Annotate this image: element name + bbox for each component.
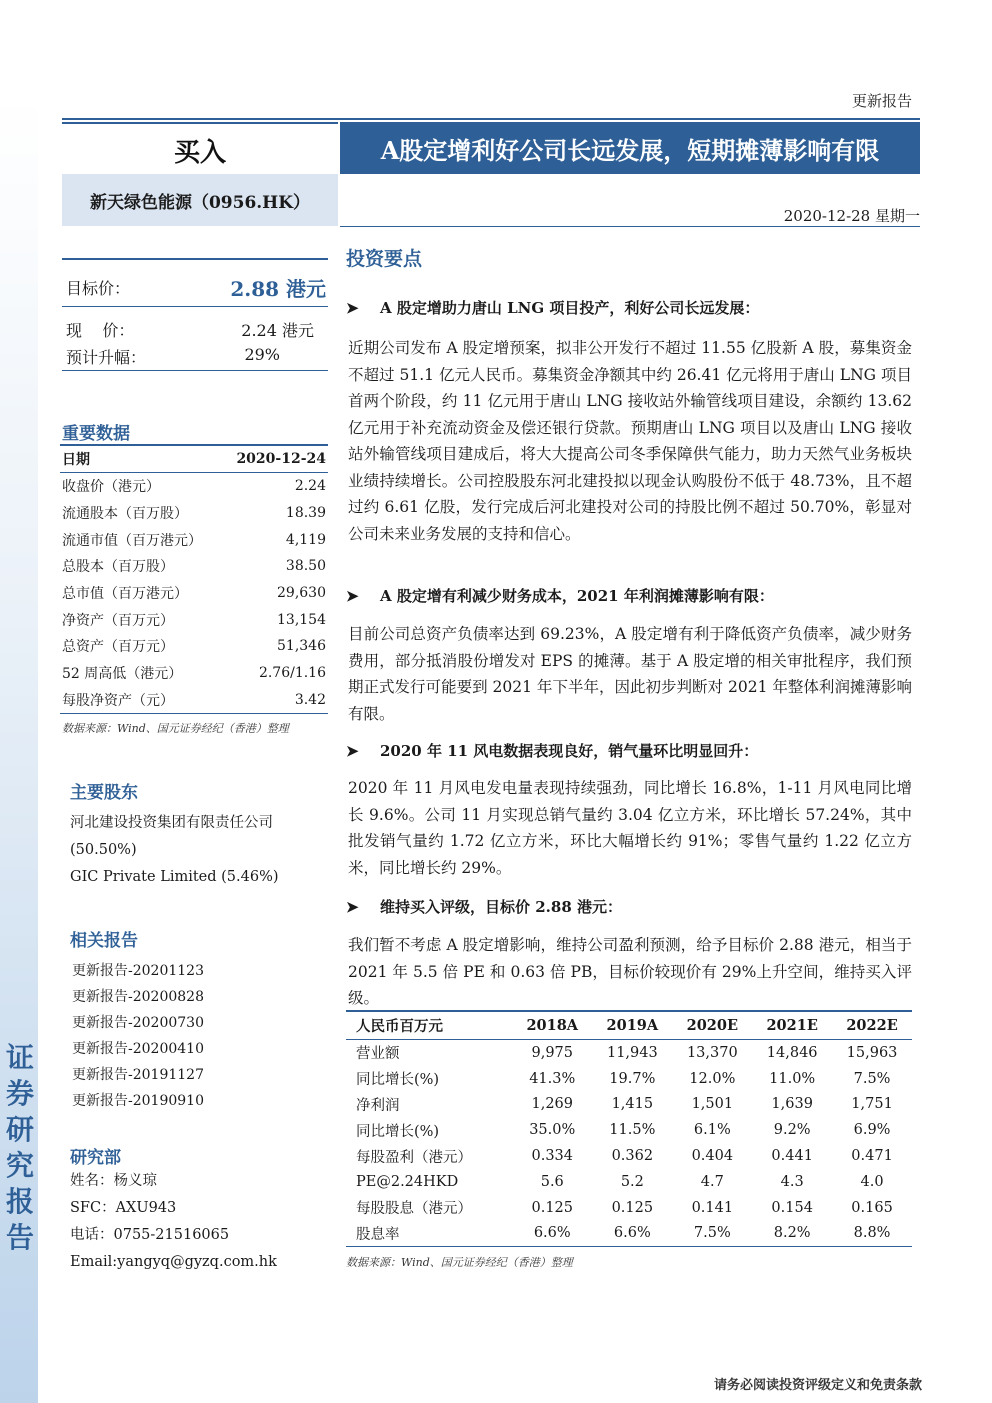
row-label: 净资产（百万元） — [62, 612, 174, 629]
shareholder-item: GIC Private Limited (5.46%) — [70, 869, 279, 885]
arrow-icon: ➤ — [346, 742, 359, 760]
table-row — [346, 1143, 912, 1169]
cell: 0.404 — [691, 1148, 734, 1165]
cell: 6.9% — [853, 1122, 891, 1139]
row-label: 总资产（百万元） — [62, 639, 174, 656]
table-row — [346, 1221, 912, 1247]
cell: 41.3% — [529, 1070, 576, 1087]
target-price-row — [66, 276, 326, 299]
row-label: 每股净资产（元） — [60, 687, 222, 714]
forecast-table-wrap — [346, 1010, 912, 1247]
upside-label: 预计升幅： — [66, 348, 147, 367]
report-type: 更新报告 — [851, 92, 912, 110]
cell: 13,370 — [686, 1044, 738, 1061]
key-data-table — [60, 444, 328, 714]
research-contact — [70, 1168, 277, 1276]
key-data-table-wrap — [60, 444, 328, 714]
price-bottom-rule — [62, 370, 328, 371]
current-price-label: 现 价： — [66, 321, 135, 340]
table-row — [346, 1092, 912, 1118]
related-report-link[interactable]: 更新报告-20190910 — [72, 1093, 204, 1109]
table-row — [60, 687, 328, 714]
row-label: 52 周高低（港元） — [62, 666, 183, 683]
row-label: PE@2.24HKD — [356, 1173, 459, 1190]
cell: 5.2 — [620, 1173, 644, 1190]
row-value: 51,346 — [277, 638, 326, 655]
row-value: 4,119 — [285, 531, 326, 548]
bullet-1 — [346, 297, 759, 318]
row-label: 总市值（百万港元） — [62, 586, 188, 603]
bullet-text: 维持买入评级，目标价 2.88 港元： — [380, 898, 622, 916]
related-report-link[interactable]: 更新报告-20201123 — [72, 963, 204, 979]
upside-value: 29% — [244, 345, 280, 364]
row-label: 股息率 — [346, 1221, 512, 1247]
paragraph-1: 近期公司发布 A 股定增预案，拟非公开发行不超过 11.55 亿股新 A 股，募集资金不超过 51.1 亿元人民币。募集资金净额其中约 26.41 亿元将用于唐山 LNG 项目首两个阶段，约 11 亿元用于唐山 LNG 接收站外输管线项目建设，余额约 13.62 亿元用于补充流动资金及偿还银行贷款。预期唐山 LNG 项目以及唐山 LNG 接收站外输管线项目建成后，将大大提高公司冬季保障供气能力，助力天然气业务板块业绩持续增长。公司控股股东河北建投拟以现金认购股份不低于 48.73%，且不超过约 6.61 亿股，发行完成后河北建投对公司的持股比例不超过 50.70%，彰显对公司未来业务发展的支持和信心。 — [348, 339, 912, 543]
paragraph-4: 我们暂不考虑 A 股定增影响，维持公司盈利预测，给予目标价 2.88 港元，相当于 2021 年 5.5 倍 PE 和 0.63 倍 PB，目标价较现价有 29%上升空间，维持买入评级。 — [348, 936, 912, 1007]
cell: 0.141 — [691, 1199, 734, 1216]
related-report-link[interactable]: 更新报告-20200828 — [72, 989, 204, 1005]
rating-box: 买入 — [62, 122, 338, 176]
table-row — [60, 633, 328, 660]
cell: 0.471 — [851, 1148, 893, 1165]
target-price-value: 2.88 港元 — [230, 277, 326, 301]
header-cell: 2022E — [832, 1011, 912, 1040]
company-name: 新天绿色能源（0956.HK） — [62, 174, 338, 226]
cell: 8.8% — [832, 1221, 912, 1247]
row-label: 净利润 — [356, 1097, 400, 1114]
row-label: 同比增长(%) — [356, 1072, 440, 1089]
cell: 14,846 — [766, 1044, 818, 1061]
header-cell: 人民币百万元 — [346, 1011, 512, 1040]
header-cell: 2021E — [752, 1011, 832, 1040]
table-row — [346, 1169, 912, 1195]
current-price-value: 2.24 港元 — [241, 321, 314, 340]
cell: 7.5% — [672, 1221, 752, 1247]
bullet-text: A 股定增有利减少财务成本，2021 年利润摊薄影响有限： — [380, 587, 774, 605]
arrow-icon: ➤ — [346, 898, 359, 916]
date-rule — [340, 226, 920, 227]
cell: 7.5% — [853, 1070, 891, 1087]
forecast-table — [346, 1010, 912, 1247]
cell: 6.1% — [693, 1122, 731, 1139]
related-reports-list — [72, 958, 204, 1114]
cell: 9.2% — [773, 1122, 811, 1139]
table-row — [60, 580, 328, 607]
table-row — [346, 1066, 912, 1092]
header-cell: 2019A — [592, 1011, 672, 1040]
row-label: 总股本（百万股） — [62, 559, 174, 576]
related-reports-title: 相关报告 — [70, 931, 138, 951]
key-data-title: 重要数据 — [62, 424, 130, 444]
paragraph-2: 目前公司总资产负债率达到 69.23%，A 股定增有利于降低资产负债率，减少财务费用，部分抵消股份增发对 EPS 的摊薄。基于 A 股定增的相关审批程序，我们预期正式发行可能要到 2021 年下半年，因此初步判断对 2021 年整体利润摊薄影响有限。 — [348, 625, 912, 723]
row-value: 3.42 — [222, 687, 328, 714]
row-label: 收盘价（港元） — [62, 479, 160, 496]
cell: 1,501 — [691, 1096, 734, 1113]
current-price-row — [66, 318, 326, 341]
row-label: 流通市值（百万港元） — [62, 532, 202, 549]
header-cell: 2018A — [512, 1011, 592, 1040]
analyst-email[interactable]: Email:yangyq@gyzq.com.hk — [70, 1254, 277, 1270]
row-value: 13,154 — [277, 611, 326, 628]
cell: 11.0% — [769, 1070, 816, 1087]
cell: 35.0% — [529, 1122, 576, 1139]
table-row — [60, 553, 328, 580]
header-cell: 2020E — [672, 1011, 752, 1040]
cell: 0.125 — [531, 1199, 573, 1216]
cell: 12.0% — [689, 1070, 736, 1087]
shareholder-item: 河北建设投资集团有限责任公司(50.50%) — [70, 815, 273, 858]
side-vertical-label: 证 券 研 究 报 告 — [5, 1041, 34, 1254]
shareholders-list — [70, 810, 338, 891]
forecast-header — [346, 1011, 912, 1040]
cell: 0.154 — [771, 1199, 813, 1216]
bullet-3 — [346, 740, 758, 761]
row-label: 每股盈利（港元） — [356, 1149, 472, 1166]
row-value: 38.50 — [285, 558, 326, 575]
table-row — [60, 473, 328, 500]
key-data-header-date: 2020-12-24 — [222, 445, 328, 473]
cell: 19.7% — [609, 1070, 656, 1087]
analyst-name: 姓名：杨义琼 — [70, 1173, 157, 1189]
cell: 8.2% — [752, 1221, 832, 1247]
left-top-rule — [62, 258, 328, 260]
cell: 0.362 — [611, 1148, 654, 1165]
cell: 9,975 — [531, 1044, 573, 1061]
cell: 15,963 — [846, 1044, 898, 1061]
top-rule — [62, 118, 920, 120]
cell: 0.165 — [851, 1199, 893, 1216]
table-row — [60, 500, 328, 527]
cell: 1,269 — [531, 1096, 573, 1113]
related-report-link[interactable]: 更新报告-20191127 — [72, 1067, 204, 1083]
row-label: 营业额 — [356, 1046, 400, 1063]
row-label: 每股股息（港元） — [356, 1201, 472, 1218]
table-row — [60, 526, 328, 553]
bullet-4 — [346, 896, 622, 917]
row-value: 2.76/1.16 — [258, 665, 326, 682]
row-value: 29,630 — [277, 585, 326, 602]
analyst-sfc: SFC：AXU943 — [70, 1200, 177, 1216]
row-value: 2.24 — [294, 478, 326, 495]
footer-disclaimer[interactable]: 请务必阅读投资评级定义和免责条款 — [713, 1378, 922, 1393]
cell: 1,751 — [851, 1096, 893, 1113]
report-date: 2020-12-28 星期一 — [783, 207, 920, 225]
cell: 4.7 — [700, 1173, 724, 1190]
table-row — [60, 660, 328, 687]
row-label: 同比增长(%) — [356, 1123, 440, 1140]
cell: 11.5% — [609, 1122, 656, 1139]
target-price-label: 目标价： — [66, 279, 131, 298]
cell: 6.6% — [592, 1221, 672, 1247]
investment-highlights-title: 投资要点 — [346, 248, 423, 270]
key-data-source: 数据来源：Wind、国元证券经纪（香港）整理 — [62, 722, 289, 735]
report-title: A股定增利好公司长远发展，短期摊薄影响有限 — [340, 122, 920, 174]
key-data-header — [60, 445, 328, 473]
cell: 5.6 — [540, 1173, 564, 1190]
table-row — [346, 1117, 912, 1143]
paragraph-3: 2020 年 11 月风电发电量表现持续强劲，同比增长 16.8%，1-11 月风电同比增长 9.6%。公司 11 月实现总销气量约 3.04 亿立方米，环比增长 57.24%，其中批发销气量约 1.72 亿立方米，环比大幅增长约 91%；零售气量约 1.22 亿立方米，同比增长约 29%。 — [348, 779, 912, 877]
cell: 1,639 — [771, 1096, 813, 1113]
cell: 1,415 — [611, 1096, 654, 1113]
bullet-2 — [346, 585, 774, 606]
cell: 0.441 — [771, 1148, 813, 1165]
arrow-icon: ➤ — [346, 587, 359, 605]
forecast-source: 数据来源：Wind、国元证券经纪（香港）整理 — [346, 1256, 573, 1269]
bullet-text: 2020 年 11 风电数据表现良好，销气量环比明显回升： — [380, 742, 759, 760]
related-report-link[interactable]: 更新报告-20200410 — [72, 1041, 204, 1057]
price-divider — [62, 306, 328, 307]
upside-row — [66, 345, 326, 368]
cell: 11,943 — [606, 1044, 658, 1061]
row-value: 18.39 — [285, 505, 326, 522]
key-data-header-label: 日期 — [60, 445, 222, 473]
cell: 0.125 — [611, 1199, 654, 1216]
shareholders-title: 主要股东 — [70, 783, 138, 803]
cell: 0.334 — [531, 1148, 573, 1165]
table-row — [60, 606, 328, 633]
cell: 6.6% — [512, 1221, 592, 1247]
cell: 4.0 — [860, 1173, 884, 1190]
related-report-link[interactable]: 更新报告-20200730 — [72, 1015, 204, 1031]
bullet-text: A 股定增助力唐山 LNG 项目投产，利好公司长远发展： — [380, 299, 760, 317]
table-row — [346, 1195, 912, 1221]
research-title: 研究部 — [70, 1148, 121, 1168]
row-label: 流通股本（百万股） — [62, 506, 188, 523]
table-row — [346, 1040, 912, 1066]
arrow-icon: ➤ — [346, 299, 359, 317]
cell: 4.3 — [780, 1173, 804, 1190]
analyst-phone: 电话：0755-21516065 — [70, 1227, 230, 1243]
